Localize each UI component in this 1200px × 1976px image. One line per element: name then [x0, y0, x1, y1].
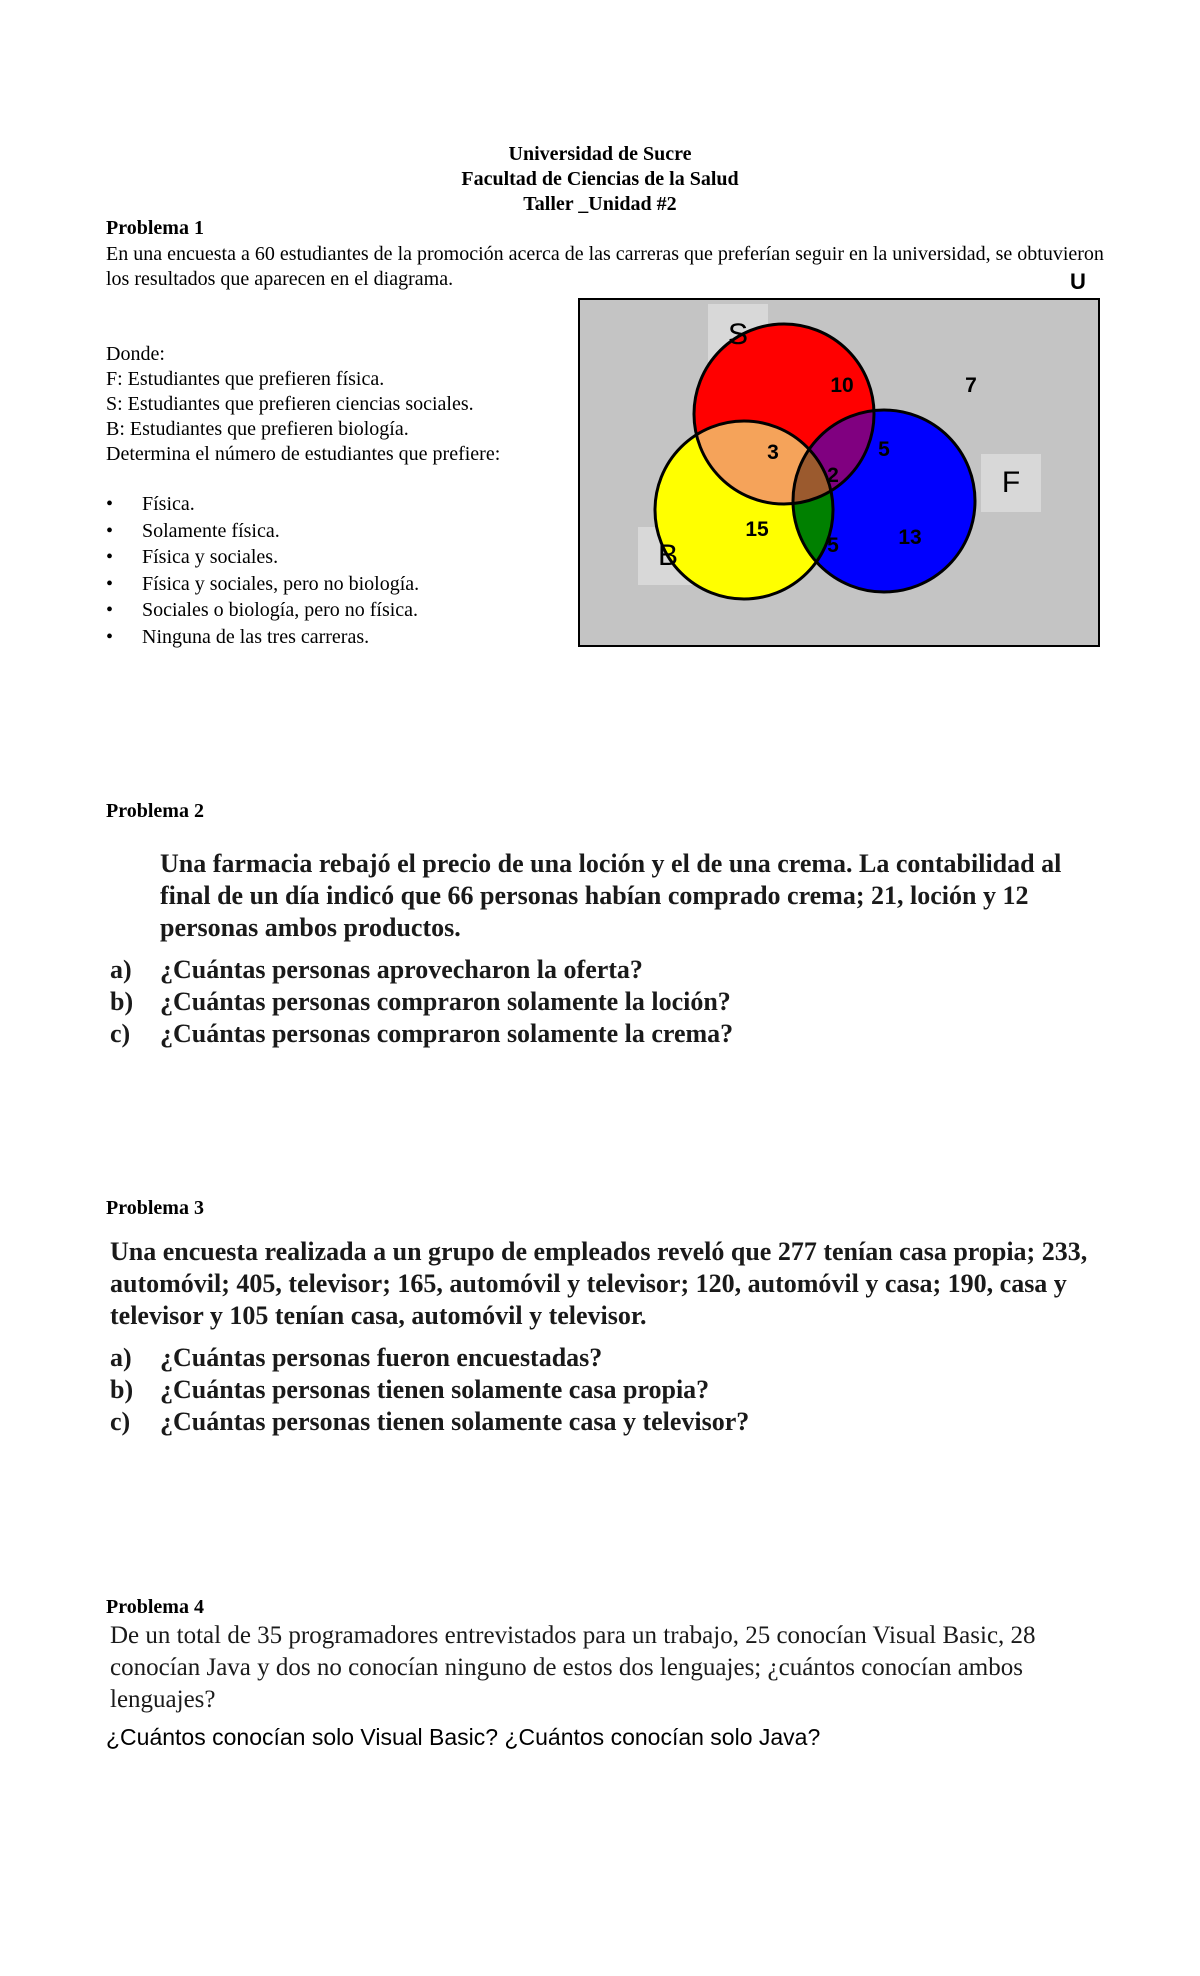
problem3-label: Problema 3	[106, 1197, 204, 1219]
region-s-b-value: 3	[767, 441, 779, 464]
question-letter: a)	[110, 955, 132, 984]
problem2-label: Problema 2	[106, 800, 204, 822]
list-item: • Física.	[106, 491, 419, 518]
question-text: ¿Cuántas personas aprovecharon la oferta?	[160, 955, 643, 984]
list-item: • Solamente física.	[106, 518, 419, 545]
list-item	[110, 954, 1100, 986]
region-only-f-value: 13	[898, 526, 922, 549]
problem4-label: Problema 4	[106, 1596, 204, 1618]
question-letter: c)	[110, 1019, 131, 1048]
problem1-intro: En una encuesta a 60 estudiantes de la promoción acerca de las carreras que preferían seguir en la universidad, se obtuvieron los resultados que aparecen en el diagrama.	[106, 243, 1104, 290]
workshop-title: Taller _Unidad #2	[523, 193, 677, 215]
problem3-block	[110, 1236, 1100, 1438]
region-s-f-b-value: 2	[827, 464, 839, 487]
question-text: ¿Cuántas personas compraron solamente la crema?	[160, 1019, 734, 1048]
question-letter: c)	[110, 1407, 131, 1436]
region-s-f-value: 5	[878, 438, 890, 461]
faculty-title: Facultad de Ciencias de la Salud	[461, 168, 739, 190]
where-label: Donde:	[106, 343, 165, 365]
question-text: ¿Cuántas personas compraron solamente la loción?	[160, 987, 731, 1016]
problem3-text: Una encuesta realizada a un grupo de empleados reveló que 277 tenían casa propia; 233, automóvil; 405, televisor; 165, automóvil y televisor; 120, automóvil y casa; 190, casa y televisor y 105 tenían casa, automóvil y televisor.	[110, 1237, 1088, 1330]
list-item	[110, 1342, 1100, 1374]
problem2-block	[110, 848, 1100, 1050]
set-label-b: B	[657, 539, 679, 572]
list-item: • Física y sociales, pero no biología.	[106, 571, 419, 598]
question-letter: b)	[110, 987, 134, 1016]
list-item	[110, 1374, 1100, 1406]
problem1-questions	[106, 491, 419, 650]
region-only-b-value: 15	[745, 518, 769, 541]
region-outside-value: 7	[965, 374, 977, 397]
def-f: F: Estudiantes que prefieren física.	[106, 368, 385, 390]
list-item: • Ninguna de las tres carreras.	[106, 624, 419, 651]
venn-diagram	[576, 268, 1116, 658]
problem1-definitions	[106, 342, 586, 467]
universe-label: U	[1070, 269, 1086, 294]
question-text: ¿Cuántas personas tienen solamente casa y televisor?	[160, 1407, 750, 1436]
problem4-text: De un total de 35 programadores entrevistados para un trabajo, 25 conocían Visual Basic, 28 conocían Java y dos no conocían ninguno de estos dos lenguajes; ¿cuántos conocían ambos lenguajes?	[110, 1622, 1036, 1713]
set-label-s: S	[727, 318, 749, 351]
list-item	[110, 1018, 1100, 1050]
set-label-f: F	[1001, 466, 1021, 499]
problem3-questions	[110, 1342, 1100, 1438]
question-text: ¿Cuántas personas fueron encuestadas?	[160, 1343, 603, 1372]
university-title: Universidad de Sucre	[508, 143, 692, 165]
question-text: ¿Cuántas personas tienen solamente casa propia?	[160, 1375, 710, 1404]
list-item: • Física y sociales.	[106, 544, 419, 571]
region-b-f-value: 5	[827, 534, 839, 557]
problem2-text: Una farmacia rebajó el precio de una loción y el de una crema. La contabilidad al final de un día indicó que 66 personas habían comprado crema; 21, loción y 12 personas ambos productos.	[160, 849, 1062, 942]
list-item: • Sociales o biología, pero no física.	[106, 597, 419, 624]
region-only-s-value: 10	[830, 374, 854, 397]
problem1-label: Problema 1	[106, 217, 204, 239]
problem1-prompt: Determina el número de estudiantes que prefiere:	[106, 443, 501, 465]
list-item	[110, 1406, 1100, 1438]
question-letter: a)	[110, 1343, 132, 1372]
problem4-extra-questions: ¿Cuántos conocían solo Visual Basic? ¿Cuántos conocían solo Java?	[106, 1724, 821, 1750]
problem2-questions	[110, 954, 1100, 1050]
def-b: B: Estudiantes que prefieren biología.	[106, 418, 409, 440]
question-letter: b)	[110, 1375, 134, 1404]
def-s: S: Estudiantes que prefieren ciencias sociales.	[106, 393, 474, 415]
list-item	[110, 986, 1100, 1018]
